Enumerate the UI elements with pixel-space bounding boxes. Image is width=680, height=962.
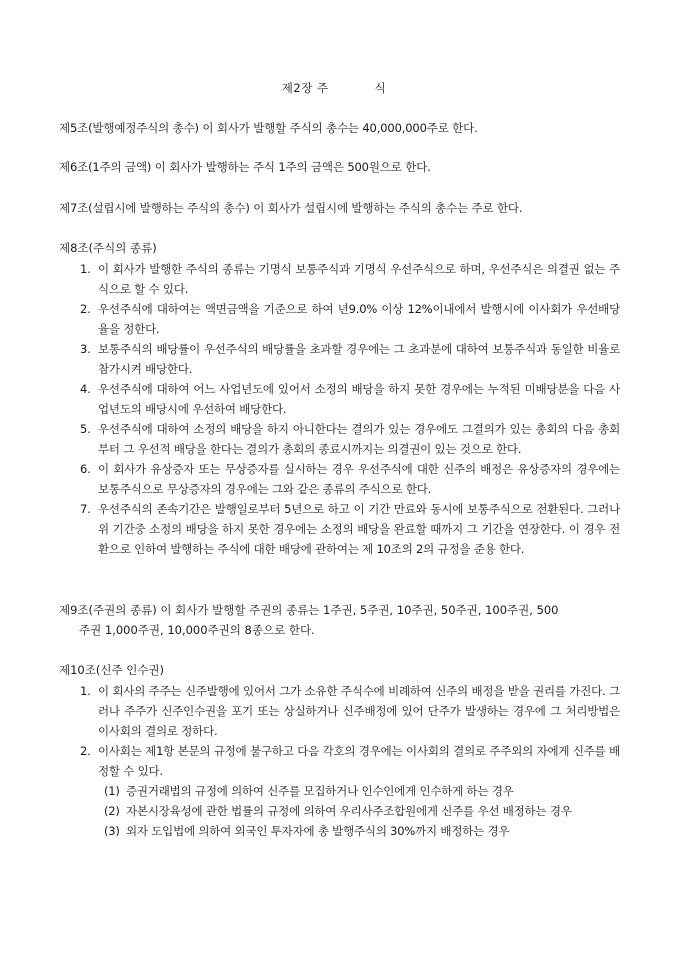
article-9-line1: 제9조(주권의 종류) 이 회사가 발행할 주권의 종류는 1주권, 5주권, 10주권, 50주권, 100주권, 500 [59,603,559,617]
list-item: (2) 자본시장육성에 관한 법률의 규정에 의하여 우리사주조합원에게 신주를 우선 배정하는 경우 [104,804,572,818]
list-item: 1. 이 회사가 발행한 주식의 종류는 기명식 보통주식과 기명식 우선주식으로 하며, 우선주식은 의결권 없는 주식으로 할 수 있다. [80,262,620,296]
article-10-heading: 제10조(신주 인수권) [59,663,165,677]
list-item: (3) 외자 도입법에 의하여 외국인 투자자에 총 발행주식의 30%까지 배정하는 경우 [104,824,510,838]
chapter-number: 제2장 주 [281,81,329,95]
article-7: 제7조(설립시에 발행하는 주식의 총수) 이 회사가 설립시에 발행하는 주식의 총수는 주로 한다. [59,201,523,215]
list-item: 2. 우선주식에 대하여는 액면금액을 기준으로 하여 년9.0% 이상 12%이내에서 발행시에 이사회가 우선배당율을 정한다. [80,302,620,336]
item-text: 이 회사의 주주는 신주발행에 있어서 그가 소유한 주식수에 비례하여 신주의 배정을 받을 권리를 가진다. 그러나 주주가 신주인수권을 포기 또는 상실하거나 신주배정에 있어 단주가 발생하는 경우에 그 처리방법은 이사회의 결의로 정하다. [98,684,620,738]
subitem-text: 외자 도입법에 의하여 외국인 투자자에 총 발행주식의 30%까지 배정하는 경우 [126,824,510,838]
item-text: 우선주식의 존속기간은 발행일로부터 5년으로 하고 이 기간 만료와 동시에 보통주식으로 전환된다. 그러나 위 기간중 소정의 배당을 하지 못한 경우에는 소정의 배당을 완료할 때까지 그 기간을 연장한다. 이 경우 전환으로 인하여 발행하는 주식에 대한 배당에 관하여는 제 10조의 2의 규정을 준용 한다. [98,502,620,556]
subitem-text: 증권거래법의 규정에 의하여 신주를 모집하거나 인수인에게 인수하게 하는 경우 [126,784,514,798]
article-10-subitems [104,781,624,841]
list-item: 5. 우선주식에 대하여 소정의 배당을 하지 아니한다는 결의가 있는 경우에도 그결의가 있는 총회의 다음 총회부터 그 우선적 배당을 한다는 결의가 총회의 종료시까지는 의결권이 있는 것으로 한다. [80,422,620,456]
list-item: 6. 이 회사가 유상증자 또는 무상증자를 실시하는 경우 우선주식에 대한 신주의 배정은 유상증자의 경우에는 보통주식으로 무상증자의 경우에는 그와 같은 종류의 주식으로 한다. [80,462,620,496]
article-6: 제6조(1주의 금액) 이 회사가 발행하는 주식 1주의 금액은 500원으로 한다. [59,160,431,174]
item-text: 우선주식에 대하여는 액면금액을 기준으로 하여 년9.0% 이상 12%이내에서 발행시에 이사회가 우선배당율을 정한다. [98,302,620,336]
article-8-items [80,259,620,559]
list-item: 1. 이 회사의 주주는 신주발행에 있어서 그가 소유한 주식수에 비례하여 신주의 배정을 받을 권리를 가진다. 그러나 주주가 신주인수권을 포기 또는 상실하거나 신주배정에 있어 단주가 발생하는 경우에 그 처리방법은 이사회의 결의로 정하다. [80,684,620,738]
article-5: 제5조(발행예정주식의 총수) 이 회사가 발행할 주식의 총수는 40,000,000주로 한다. [59,121,478,135]
article-9 [59,600,629,640]
item-text: 우선주식에 대하여 소정의 배당을 하지 아니한다는 결의가 있는 경우에도 그결의가 있는 총회의 다음 총회부터 그 우선적 배당을 한다는 결의가 총회의 종료시까지는 의결권이 있는 것으로 한다. [98,422,620,456]
subitem-text: 자본시장육성에 관한 법률의 규정에 의하여 우리사주조합원에게 신주를 우선 배정하는 경우 [126,804,572,818]
list-item: 3. 보통주식의 배당률이 우선주식의 배당률을 초과할 경우에는 그 초과분에 대하여 보통주식과 동일한 비율로 참가시켜 배당한다. [80,342,620,376]
article-9-line2: 주권 1,000주권, 10,000주권의 8종으로 한다. [79,623,315,637]
list-item: 7. 우선주식의 존속기간은 발행일로부터 5년으로 하고 이 기간 만료와 동시에 보통주식으로 전환된다. 그러나 위 기간중 소정의 배당을 하지 못한 경우에는 소정의 배당을 완료할 때까지 그 기간을 연장한다. 이 경우 전환으로 인하여 발행하는 주식에 대한 배당에 관하여는 제 10조의 2의 규정을 준용 한다. [80,502,620,556]
item-text: 보통주식의 배당률이 우선주식의 배당률을 초과할 경우에는 그 초과분에 대하여 보통주식과 동일한 비율로 참가시켜 배당한다. [98,342,620,376]
list-item: 2. 이사회는 제1항 본문의 규정에 불구하고 다음 각호의 경우에는 이사회의 결의로 주주외의 자에게 신주를 배정할 수 있다. [80,744,620,778]
item-text: 이 회사가 유상증자 또는 무상증자를 실시하는 경우 우선주식에 대한 신주의 배정은 유상증자의 경우에는 보통주식으로 무상증자의 경우에는 그와 같은 종류의 주식으로 한다. [98,462,620,496]
list-item: (1) 증권거래법의 규정에 의하여 신주를 모집하거나 인수인에게 인수하게 하는 경우 [104,784,514,798]
item-text: 이사회는 제1항 본문의 규정에 불구하고 다음 각호의 경우에는 이사회의 결의로 주주외의 자에게 신주를 배정할 수 있다. [98,744,620,778]
list-item: 4. 우선주식에 대하여 어느 사업년도에 있어서 소정의 배당을 하지 못한 경우에는 누적된 미배당분을 다음 사업년도의 배당시에 우선하여 배당한다. [80,382,620,416]
item-text: 이 회사가 발행한 주식의 종류는 기명식 보통주식과 기명식 우선주식으로 하며, 우선주식은 의결권 없는 주식으로 할 수 있다. [98,262,620,296]
article-10-items [80,681,620,781]
article-8-heading: 제8조(주식의 종류) [59,241,157,255]
chapter-title-end: 식 [374,81,387,95]
chapter-title [0,78,674,98]
item-text: 우선주식에 대하여 어느 사업년도에 있어서 소정의 배당을 하지 못한 경우에는 누적된 미배당분을 다음 사업년도의 배당시에 우선하여 배당한다. [98,382,620,416]
